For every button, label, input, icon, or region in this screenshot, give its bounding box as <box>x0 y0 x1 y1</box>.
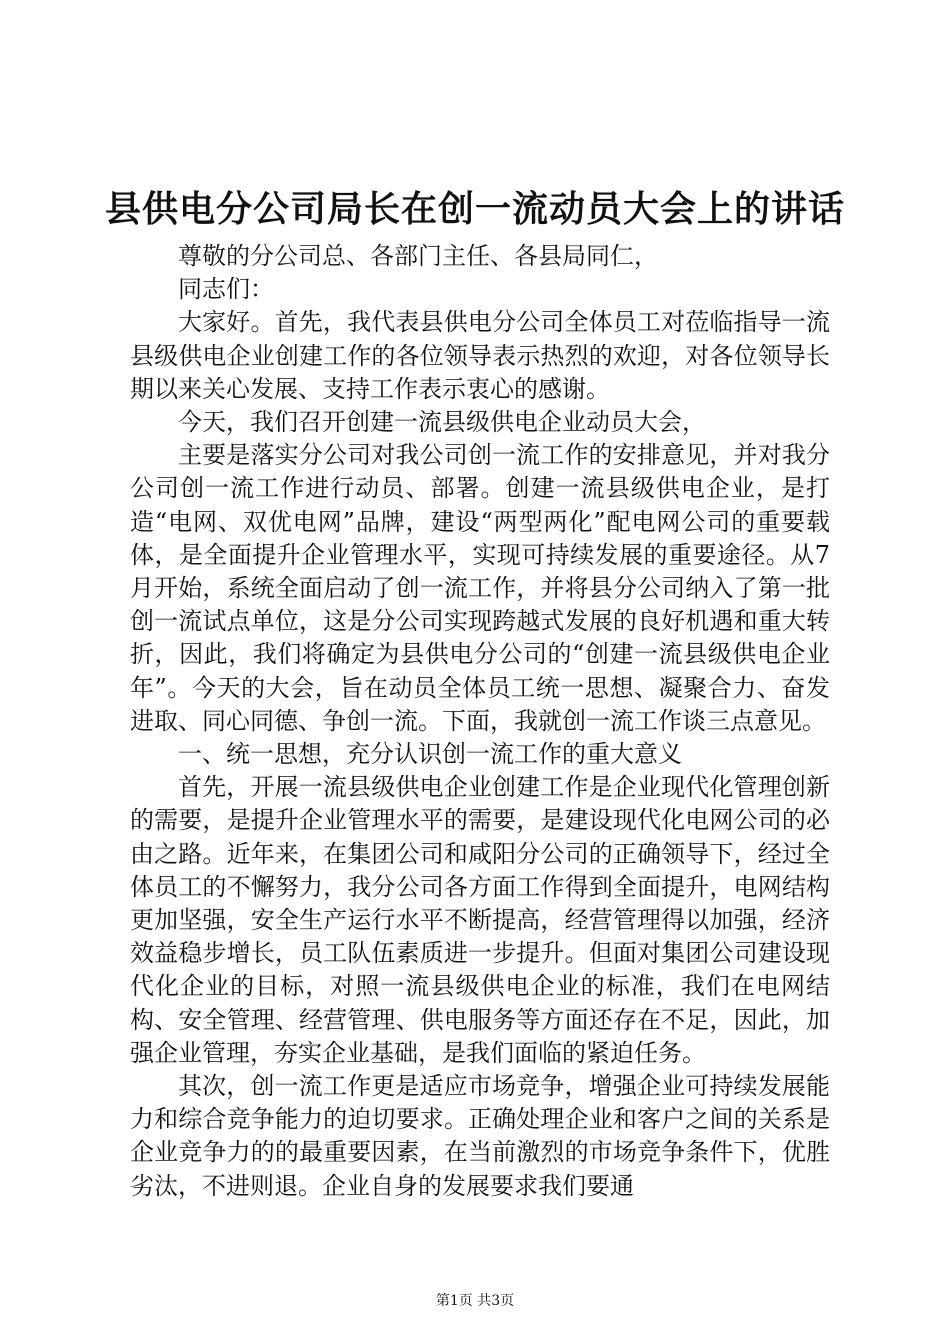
salutation-paragraph: 尊敬的分公司总、各部门主任、各县局同仁， <box>178 242 658 270</box>
section-heading-1: 一、统一思想，充分认识创一流工作的重大意义 <box>178 740 682 769</box>
greeting-paragraph: 同志们： <box>178 275 274 304</box>
body-paragraph: 其次，创一流工作更是适应市场竞争，增强企业可持续发展能力和综合竞争能力的迫切要求。正确处理企业和客户之间的关系是企业竞争力的的最重要因素，在当前激烈的市场竞争条件下，优胜劣汰，不进则退。企业自身的发展要求我们要通 <box>130 1072 830 1200</box>
welcome-paragraph: 大家好。首先，我代表县供电分公司全体员工对莅临指导一流县级供电企业创建工作的各位领导表示热烈的欢迎，对各位领导长期以来关心发展、支持工作表示衷心的感谢。 <box>130 308 830 403</box>
meeting-intro-paragraph: 今天，我们召开创建一流县级供电企业动员大会， <box>178 408 706 437</box>
body-paragraph: 首先，开展一流县级供电企业创建工作是企业现代化管理创新的需要，是提升企业管理水平的需要，是建设现代化电网公司的必由之路。近年来，在集团公司和咸阳分公司的正确领导下，经过全体员工的不懈努力，我分公司各方面工作得到全面提升，电网结构更加坚强，安全生产运行水平不断提高，经营管理得以加强，经济效益稳步增长，员工队伍素质进一步提升。但面对集团公司建设现代化企业的目标，对照一流县级供电企业的标准，我们在电网结构、安全管理、经营管理、供电服务等方面还存在不足，因此，加强企业管理，夯实企业基础，是我们面临的紧迫任务。 <box>130 773 830 1067</box>
purpose-paragraph: 主要是落实分公司对我公司创一流工作的安排意见，并对我分公司创一流工作进行动员、部署。创建一流县级供电企业，是打造“电网、双优电网”品牌，建设“两型两化”配电网公司的重要载体，是全面提升企业管理水平，实现可持续发展的重要途径。从7月开始，系统全面启动了创一流工作，并将县分公司纳入了第一批创一流试点单位，这是分公司实现跨越式发展的良好机遇和重大转折，因此，我们将确定为县供电分公司的“创建一流县级供电企业年”。今天的大会，旨在动员全体员工统一思想、凝聚合力、奋发进取、同心同德、争创一流。下面，我就创一流工作谈三点意见。 <box>130 441 830 735</box>
document-body <box>130 240 830 1203</box>
page-title: 县供电分公司局长在创一流动员大会上的讲话 <box>104 188 845 230</box>
page-footer: 第1页 共3页 <box>435 1293 515 1309</box>
